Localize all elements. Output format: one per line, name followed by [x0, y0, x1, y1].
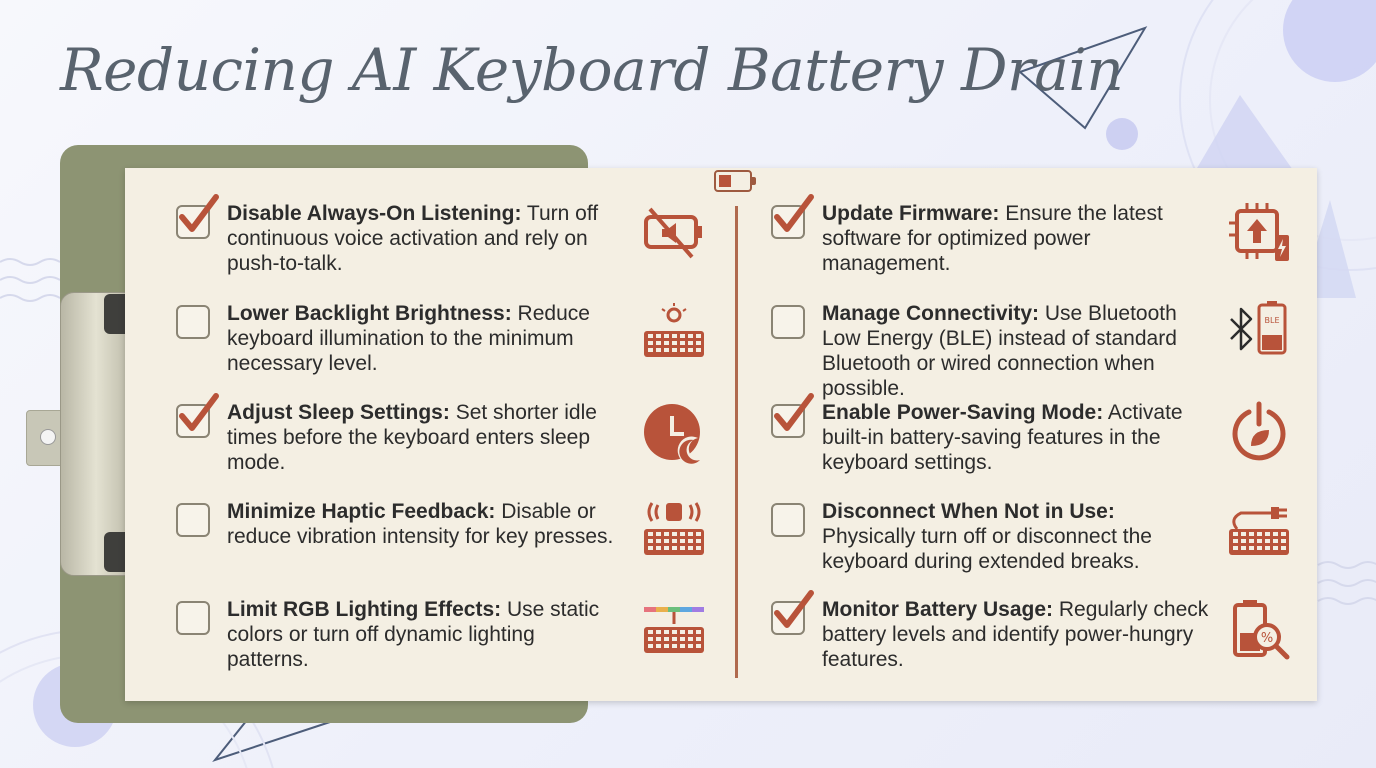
column-divider: [735, 206, 738, 678]
item-text: [822, 301, 1212, 401]
checklist-item: [176, 301, 712, 391]
item-description: Physically turn off or disconnect the keyboard during extended breaks.: [822, 525, 1152, 573]
low-battery-icon: [714, 170, 752, 192]
checkbox[interactable]: [771, 205, 805, 239]
item-heading: Adjust Sleep Settings:: [227, 401, 450, 424]
checkbox[interactable]: [176, 503, 210, 537]
checklist-item: [176, 201, 712, 291]
item-heading: Limit RGB Lighting Effects:: [227, 598, 502, 621]
item-description: Regularly check battery levels and identify power-hungry features.: [822, 598, 1209, 671]
item-text: [227, 301, 617, 376]
item-text: [822, 400, 1212, 475]
item-heading: Update Firmware:: [822, 202, 1000, 225]
checklist-item: [771, 201, 1297, 291]
item-description: Ensure the latest software for optimized power management.: [822, 202, 1163, 275]
rgb-keyboard-icon: [642, 597, 706, 661]
checkbox[interactable]: [176, 601, 210, 635]
checkbox[interactable]: [771, 601, 805, 635]
item-text: [227, 400, 617, 475]
muted-mic-battery-icon: [642, 201, 706, 265]
checkbox[interactable]: [771, 305, 805, 339]
battery-magnifier-icon: [1227, 597, 1291, 661]
checkbox[interactable]: [771, 404, 805, 438]
checklist-item: [176, 499, 712, 589]
bluetooth-ble-icon: [1227, 301, 1291, 365]
item-text: [227, 499, 617, 549]
item-heading: Manage Connectivity:: [822, 302, 1040, 325]
checkbox[interactable]: [176, 404, 210, 438]
page-title: Reducing AI Keyboard Battery Drain: [60, 36, 1124, 104]
checkbox[interactable]: [771, 503, 805, 537]
item-text: [822, 201, 1212, 276]
item-description: Reduce keyboard illumination to the minimum necessary level.: [227, 302, 590, 375]
item-text: [822, 499, 1212, 574]
clock-moon-icon: [642, 400, 706, 464]
item-description: Disable or reduce vibration intensity for key presses.: [227, 500, 614, 548]
haptic-keyboard-icon: [642, 499, 706, 563]
item-heading: Disable Always-On Listening:: [227, 202, 522, 225]
item-text: [822, 597, 1212, 672]
checklist-item: [771, 301, 1297, 400]
chip-upgrade-icon: [1227, 201, 1291, 265]
item-description: Use Bluetooth Low Energy (BLE) instead of standard Bluetooth or wired connection when possible.: [822, 302, 1177, 400]
item-heading: Enable Power-Saving Mode:: [822, 401, 1104, 424]
item-text: [227, 597, 617, 672]
svg-text:%: %: [1260, 631, 1274, 646]
checkmark-icon: [771, 392, 815, 436]
item-heading: Lower Backlight Brightness:: [227, 302, 512, 325]
item-description: Activate built-in battery-saving features in the keyboard settings.: [822, 401, 1183, 474]
checklist-item: [771, 400, 1297, 490]
item-heading: Monitor Battery Usage:: [822, 598, 1054, 621]
item-heading: Minimize Haptic Feedback:: [227, 500, 496, 523]
checkbox[interactable]: [176, 205, 210, 239]
checkmark-icon: [176, 392, 220, 436]
item-description: Turn off continuous voice activation and rely on push-to-talk.: [227, 202, 599, 275]
checkmark-icon: [771, 589, 815, 633]
ble-label: BLE: [1264, 316, 1280, 325]
keyboard-plug-icon: [1227, 499, 1291, 563]
checklist-item: [176, 400, 712, 490]
backlit-keyboard-icon: [642, 301, 706, 365]
checkbox[interactable]: [176, 305, 210, 339]
item-description: Set shorter idle times before the keyboard enters sleep mode.: [227, 401, 597, 474]
power-leaf-icon: [1227, 400, 1291, 464]
checklist-item: [176, 597, 712, 687]
checklist-item: [771, 597, 1297, 687]
checkmark-icon: [176, 193, 220, 237]
item-heading: Disconnect When Not in Use:: [822, 500, 1115, 523]
checklist-item: [771, 499, 1297, 589]
item-text: [227, 201, 617, 276]
item-description: Use static colors or turn off dynamic lighting patterns.: [227, 598, 600, 671]
checkmark-icon: [771, 193, 815, 237]
